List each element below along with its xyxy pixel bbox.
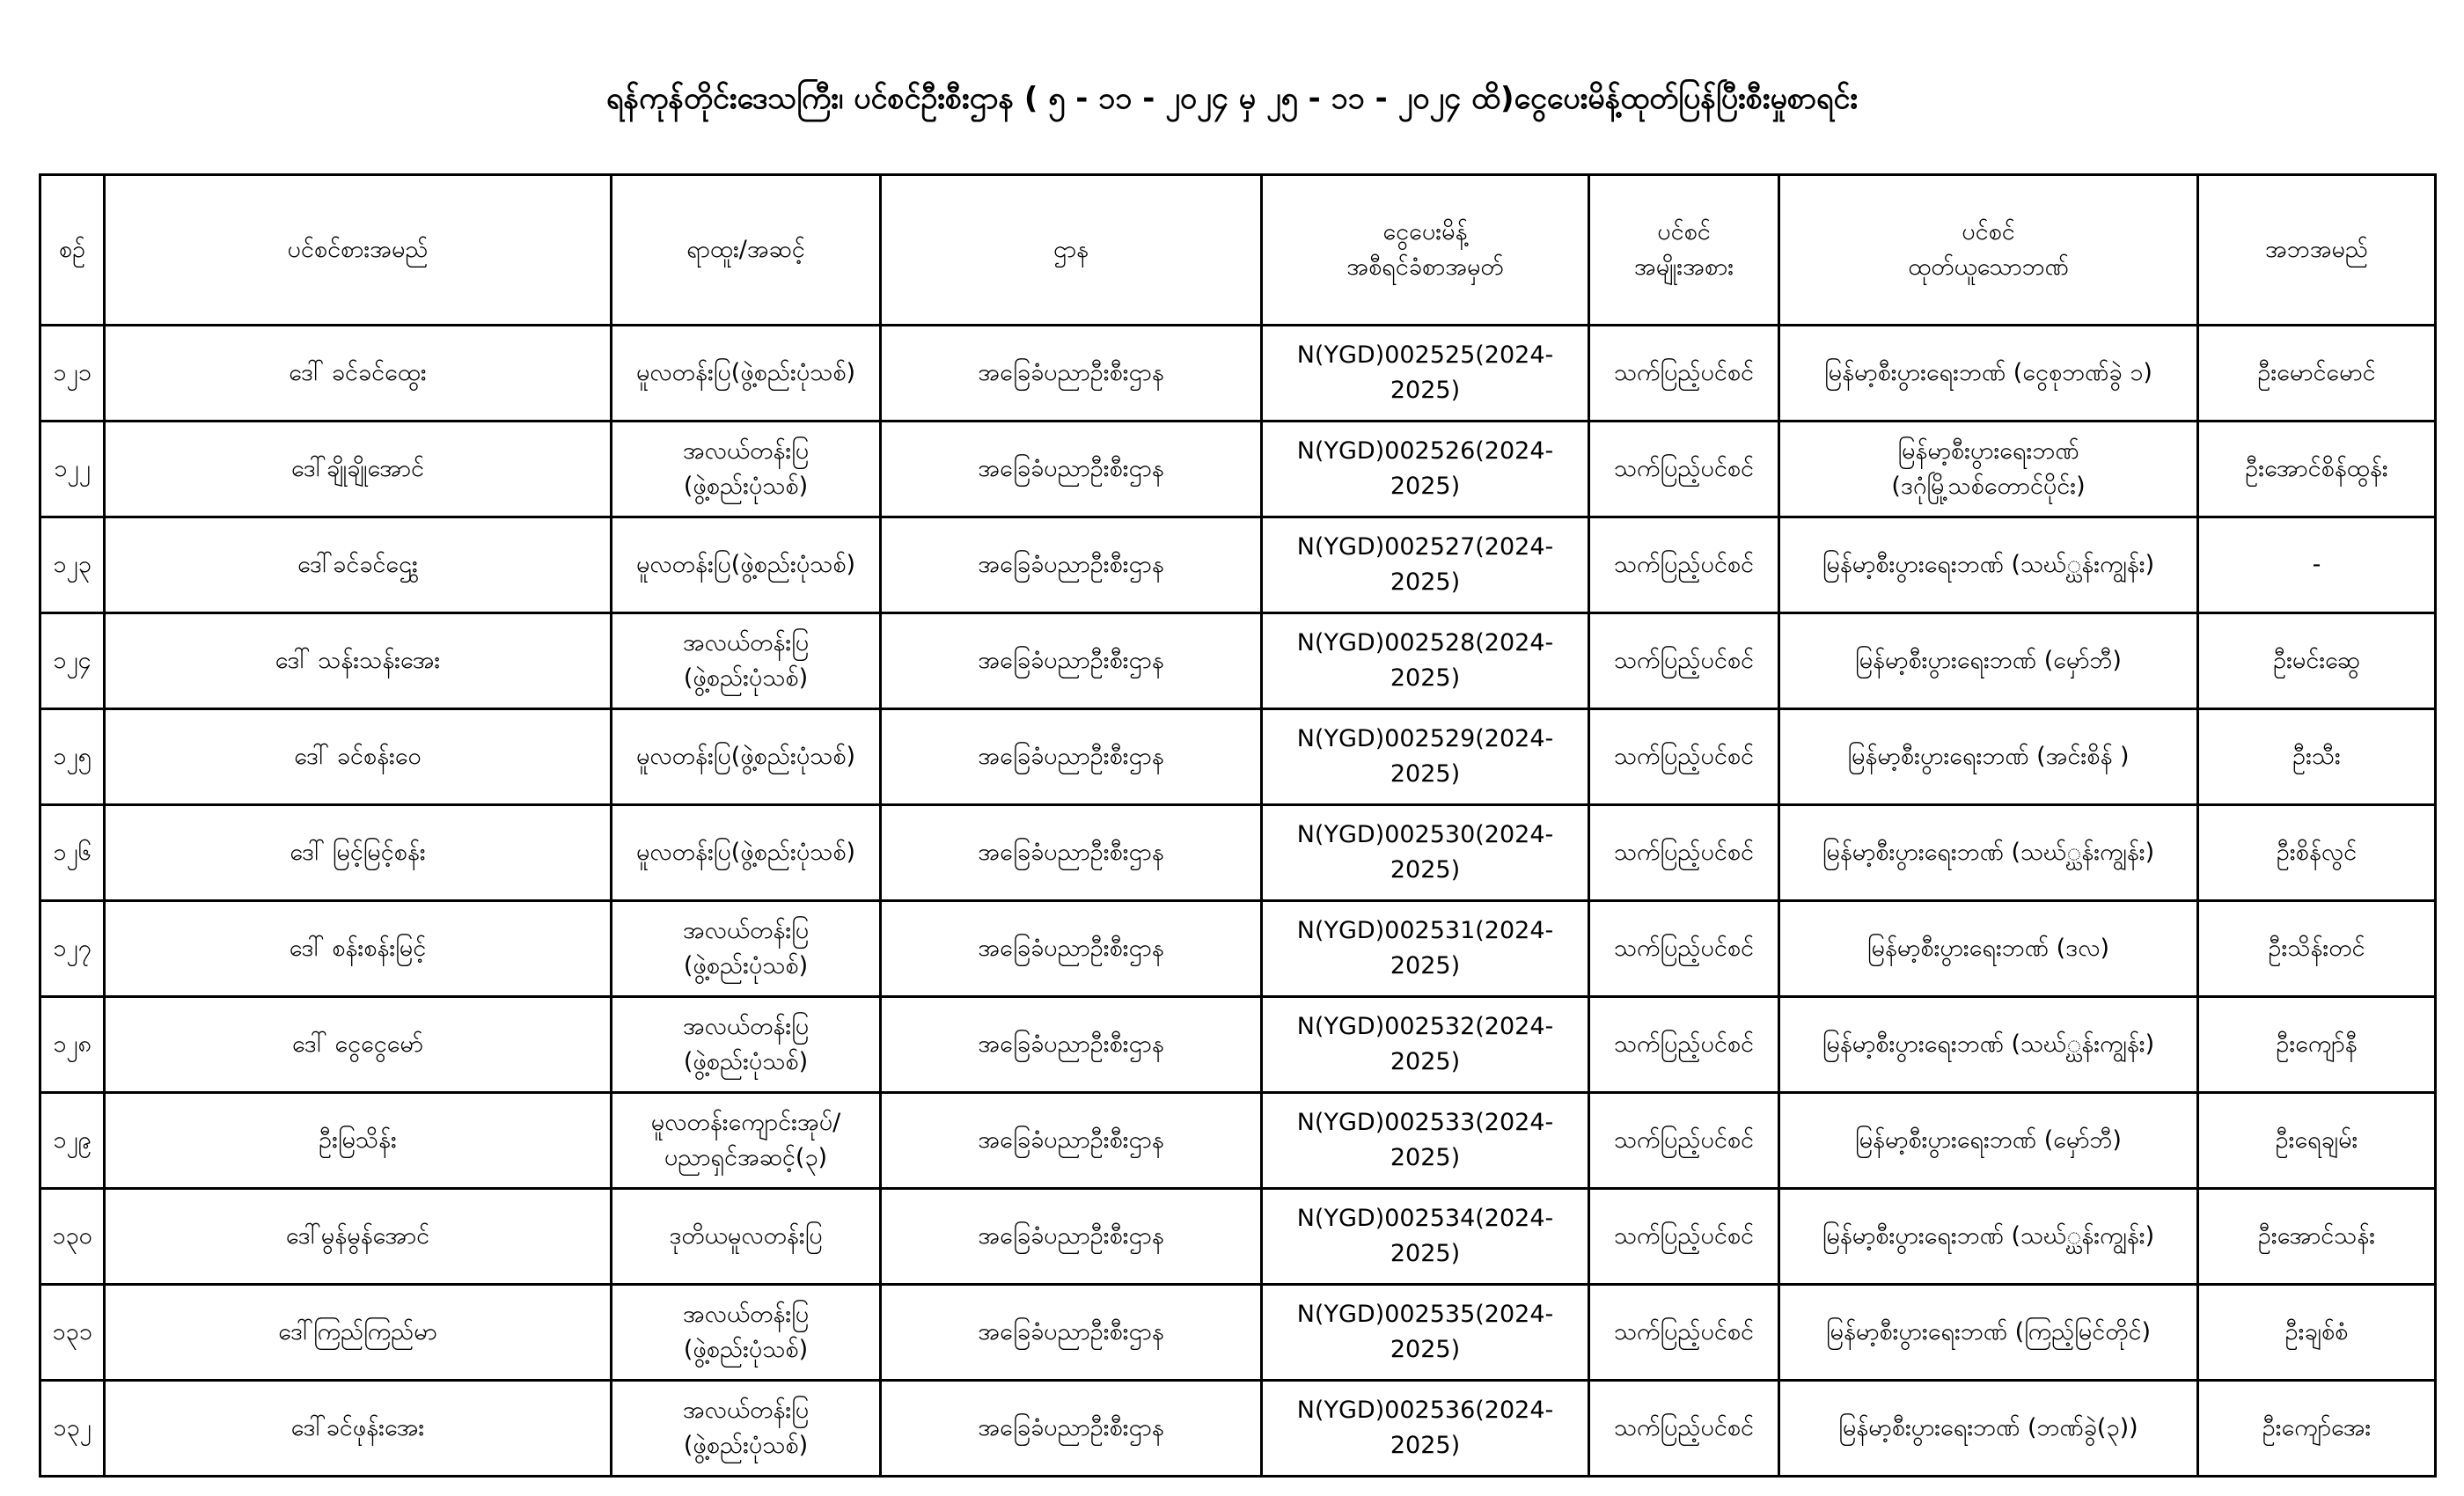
cell-name: ဒေါ် ခင်စန်းဝေ: [105, 709, 612, 805]
cell-rank: အလယ်တန်းပြ (ဖွဲ့စည်းပုံသစ်): [612, 422, 881, 517]
cell-bank: မြန်မာ့စီးပွားရေးဘဏ် (ဘဏ်ခွဲ(၃)): [1779, 1381, 2198, 1477]
cell-no: ၁၃၂: [40, 1381, 105, 1477]
table-header-row: [40, 175, 2436, 326]
cell-order-no: N(YGD)002536(2024-2025): [1262, 1381, 1589, 1477]
cell-name: ဒေါ် သန်းသန်းအေး: [105, 613, 612, 709]
table-row: [40, 997, 2436, 1093]
document-title: ရန်ကုန်တိုင်းဒေသကြီး၊ ပင်စင်ဦးစီးဌာန ( ၅ - ၁၁ - ၂၀၂၄ မှ ၂၅ - ၁၁ - ၂၀၂၄ ထိ)ငွေပေးမိန့်ထုတ်ပြန်ပြီးစီးမှုစာရင်း: [605, 81, 1859, 116]
cell-father-name: ဦးကျော်နီ: [2198, 997, 2436, 1093]
table-row: [40, 901, 2436, 997]
cell-order-no: N(YGD)002530(2024-2025): [1262, 805, 1589, 901]
cell-name: ဒေါ်ကြည်ကြည်မာ: [105, 1285, 612, 1381]
table-row: [40, 805, 2436, 901]
cell-department: အခြေခံပညာဦးစီးဌာန: [881, 1285, 1262, 1381]
cell-pension-type: သက်ပြည့်ပင်စင်: [1589, 517, 1779, 613]
cell-father-name: ဦးအောင်စိန်ထွန်း: [2198, 422, 2436, 517]
header-name: ပင်စင်စားအမည်: [105, 175, 612, 326]
cell-bank: မြန်မာ့စီးပွားရေးဘဏ် (သဃ်္ဃန်းကျွန်း): [1779, 997, 2198, 1093]
header-pension-type: ပင်စင် အမျိုးအစား: [1589, 175, 1779, 326]
header-no: စဉ်: [40, 175, 105, 326]
cell-department: အခြေခံပညာဦးစီးဌာန: [881, 1189, 1262, 1285]
cell-no: ၁၂၈: [40, 997, 105, 1093]
cell-order-no: N(YGD)002527(2024-2025): [1262, 517, 1589, 613]
cell-no: ၁၃၁: [40, 1285, 105, 1381]
cell-rank: အလယ်တန်းပြ (ဖွဲ့စည်းပုံသစ်): [612, 997, 881, 1093]
cell-rank: မူလတန်းပြ(ဖွဲ့စည်းပုံသစ်): [612, 805, 881, 901]
cell-father-name: ဦးသီး: [2198, 709, 2436, 805]
cell-order-no: N(YGD)002528(2024-2025): [1262, 613, 1589, 709]
cell-order-no: N(YGD)002529(2024-2025): [1262, 709, 1589, 805]
cell-bank: မြန်မာ့စီးပွားရေးဘဏ် (မှော်ဘီ): [1779, 613, 2198, 709]
cell-pension-type: သက်ပြည့်ပင်စင်: [1589, 1381, 1779, 1477]
cell-bank: မြန်မာ့စီးပွားရေးဘဏ် (သဃ်္ဃန်းကျွန်း): [1779, 805, 2198, 901]
cell-rank: အလယ်တန်းပြ (ဖွဲ့စည်းပုံသစ်): [612, 1285, 881, 1381]
cell-bank: မြန်မာ့စီးပွားရေးဘဏ် (အင်းစိန် ): [1779, 709, 2198, 805]
cell-bank: မြန်မာ့စီးပွားရေးဘဏ် (ဒလ): [1779, 901, 2198, 997]
cell-name: ဒေါ် ခင်ခင်ထွေး: [105, 326, 612, 422]
cell-name: ဒေါ် ငွေငွေမော်: [105, 997, 612, 1093]
cell-no: ၁၂၅: [40, 709, 105, 805]
cell-department: အခြေခံပညာဦးစီးဌာန: [881, 422, 1262, 517]
cell-father-name: ဦးမောင်မောင်: [2198, 326, 2436, 422]
table-row: [40, 517, 2436, 613]
cell-name: ဒေါ်ခင်ခင်ဌွေး: [105, 517, 612, 613]
cell-pension-type: သက်ပြည့်ပင်စင်: [1589, 326, 1779, 422]
table-row: [40, 1093, 2436, 1189]
cell-bank: မြန်မာ့စီးပွားရေးဘဏ် (မှော်ဘီ): [1779, 1093, 2198, 1189]
table-row: [40, 1189, 2436, 1285]
cell-bank: မြန်မာ့စီးပွားရေးဘဏ် (ဒဂုံမြို့သစ်တောင်ပိုင်း): [1779, 422, 2198, 517]
cell-bank: မြန်မာ့စီးပွားရေးဘဏ် (သဃ်္ဃန်းကျွန်း): [1779, 517, 2198, 613]
cell-name: ဦးမြသိန်း: [105, 1093, 612, 1189]
cell-no: ၁၂၉: [40, 1093, 105, 1189]
cell-pension-type: သက်ပြည့်ပင်စင်: [1589, 1189, 1779, 1285]
cell-bank: မြန်မာ့စီးပွားရေးဘဏ် (သဃ်္ဃန်းကျွန်း): [1779, 1189, 2198, 1285]
cell-rank: မူလတန်းကျောင်းအုပ်/ ပညာရှင်အဆင့်(၃): [612, 1093, 881, 1189]
cell-pension-type: သက်ပြည့်ပင်စင်: [1589, 709, 1779, 805]
table-row: [40, 1285, 2436, 1381]
cell-no: ၁၂၁: [40, 326, 105, 422]
cell-father-name: ဦးအောင်သန်း: [2198, 1189, 2436, 1285]
cell-father-name: ဦးသိန်းတင်: [2198, 901, 2436, 997]
cell-order-no: N(YGD)002526(2024-2025): [1262, 422, 1589, 517]
cell-bank: မြန်မာ့စီးပွားရေးဘဏ် (ကြည့်မြင်တိုင်): [1779, 1285, 2198, 1381]
cell-department: အခြေခံပညာဦးစီးဌာန: [881, 901, 1262, 997]
cell-father-name: ဦးမင်းဆွေ: [2198, 613, 2436, 709]
cell-name: ဒေါ် စန်းစန်းမြင့်: [105, 901, 612, 997]
cell-no: ၁၂၆: [40, 805, 105, 901]
cell-order-no: N(YGD)002532(2024-2025): [1262, 997, 1589, 1093]
table-row: [40, 422, 2436, 517]
cell-order-no: N(YGD)002525(2024-2025): [1262, 326, 1589, 422]
cell-name: ဒေါ်ခင်ဖုန်းအေး: [105, 1381, 612, 1477]
header-rank: ရာထူး/အဆင့်: [612, 175, 881, 326]
cell-no: ၁၂၃: [40, 517, 105, 613]
cell-pension-type: သက်ပြည့်ပင်စင်: [1589, 1093, 1779, 1189]
cell-order-no: N(YGD)002531(2024-2025): [1262, 901, 1589, 997]
cell-father-name: ဦးကျော်အေး: [2198, 1381, 2436, 1477]
cell-rank: အလယ်တန်းပြ (ဖွဲ့စည်းပုံသစ်): [612, 613, 881, 709]
cell-name: ဒေါ်မွန်မွန်အောင်: [105, 1189, 612, 1285]
table-row: [40, 709, 2436, 805]
header-department: ဌာန: [881, 175, 1262, 326]
pension-table: [39, 173, 2437, 1478]
cell-rank: အလယ်တန်းပြ (ဖွဲ့စည်းပုံသစ်): [612, 1381, 881, 1477]
cell-pension-type: သက်ပြည့်ပင်စင်: [1589, 1285, 1779, 1381]
cell-name: ဒေါ်ချိုချိုအောင်: [105, 422, 612, 517]
cell-rank: မူလတန်းပြ(ဖွဲ့စည်းပုံသစ်): [612, 326, 881, 422]
cell-pension-type: သက်ပြည့်ပင်စင်: [1589, 805, 1779, 901]
cell-no: ၁၃၀: [40, 1189, 105, 1285]
table-row: [40, 1381, 2436, 1477]
table-row: [40, 613, 2436, 709]
table-row: [40, 326, 2436, 422]
cell-pension-type: သက်ပြည့်ပင်စင်: [1589, 901, 1779, 997]
cell-name: ဒေါ် မြင့်မြင့်စန်း: [105, 805, 612, 901]
cell-father-name: ဦးစိန်လွင်: [2198, 805, 2436, 901]
cell-pension-type: သက်ပြည့်ပင်စင်: [1589, 422, 1779, 517]
cell-department: အခြေခံပညာဦးစီးဌာန: [881, 709, 1262, 805]
cell-department: အခြေခံပညာဦးစီးဌာန: [881, 517, 1262, 613]
cell-pension-type: သက်ပြည့်ပင်စင်: [1589, 997, 1779, 1093]
cell-no: ၁၂၇: [40, 901, 105, 997]
cell-department: အခြေခံပညာဦးစီးဌာန: [881, 1093, 1262, 1189]
cell-rank: မူလတန်းပြ(ဖွဲ့စည်းပုံသစ်): [612, 709, 881, 805]
cell-department: အခြေခံပညာဦးစီးဌာန: [881, 805, 1262, 901]
cell-order-no: N(YGD)002533(2024-2025): [1262, 1093, 1589, 1189]
cell-rank: အလယ်တန်းပြ (ဖွဲ့စည်းပုံသစ်): [612, 901, 881, 997]
cell-no: ၁၂၂: [40, 422, 105, 517]
cell-order-no: N(YGD)002535(2024-2025): [1262, 1285, 1589, 1381]
cell-bank: မြန်မာ့စီးပွားရေးဘဏ် (ငွေစုဘဏ်ခွဲ ၁): [1779, 326, 2198, 422]
cell-rank: ဒုတိယမူလတန်းပြ: [612, 1189, 881, 1285]
cell-department: အခြေခံပညာဦးစီးဌာန: [881, 326, 1262, 422]
header-bank: ပင်စင် ထုတ်ယူသောဘဏ်: [1779, 175, 2198, 326]
cell-father-name: ဦးရေချမ်း: [2198, 1093, 2436, 1189]
header-father-name: အဘအမည်: [2198, 175, 2436, 326]
cell-father-name: ဦးချစ်စံ: [2198, 1285, 2436, 1381]
cell-no: ၁၂၄: [40, 613, 105, 709]
header-order-no: ငွေပေးမိန့် အစီရင်ခံစာအမှတ်: [1262, 175, 1589, 326]
cell-department: အခြေခံပညာဦးစီးဌာန: [881, 1381, 1262, 1477]
cell-department: အခြေခံပညာဦးစီးဌာန: [881, 613, 1262, 709]
cell-pension-type: သက်ပြည့်ပင်စင်: [1589, 613, 1779, 709]
cell-department: အခြေခံပညာဦးစီးဌာန: [881, 997, 1262, 1093]
cell-rank: မူလတန်းပြ(ဖွဲ့စည်းပုံသစ်): [612, 517, 881, 613]
cell-order-no: N(YGD)002534(2024-2025): [1262, 1189, 1589, 1285]
cell-father-name: -: [2198, 517, 2436, 613]
